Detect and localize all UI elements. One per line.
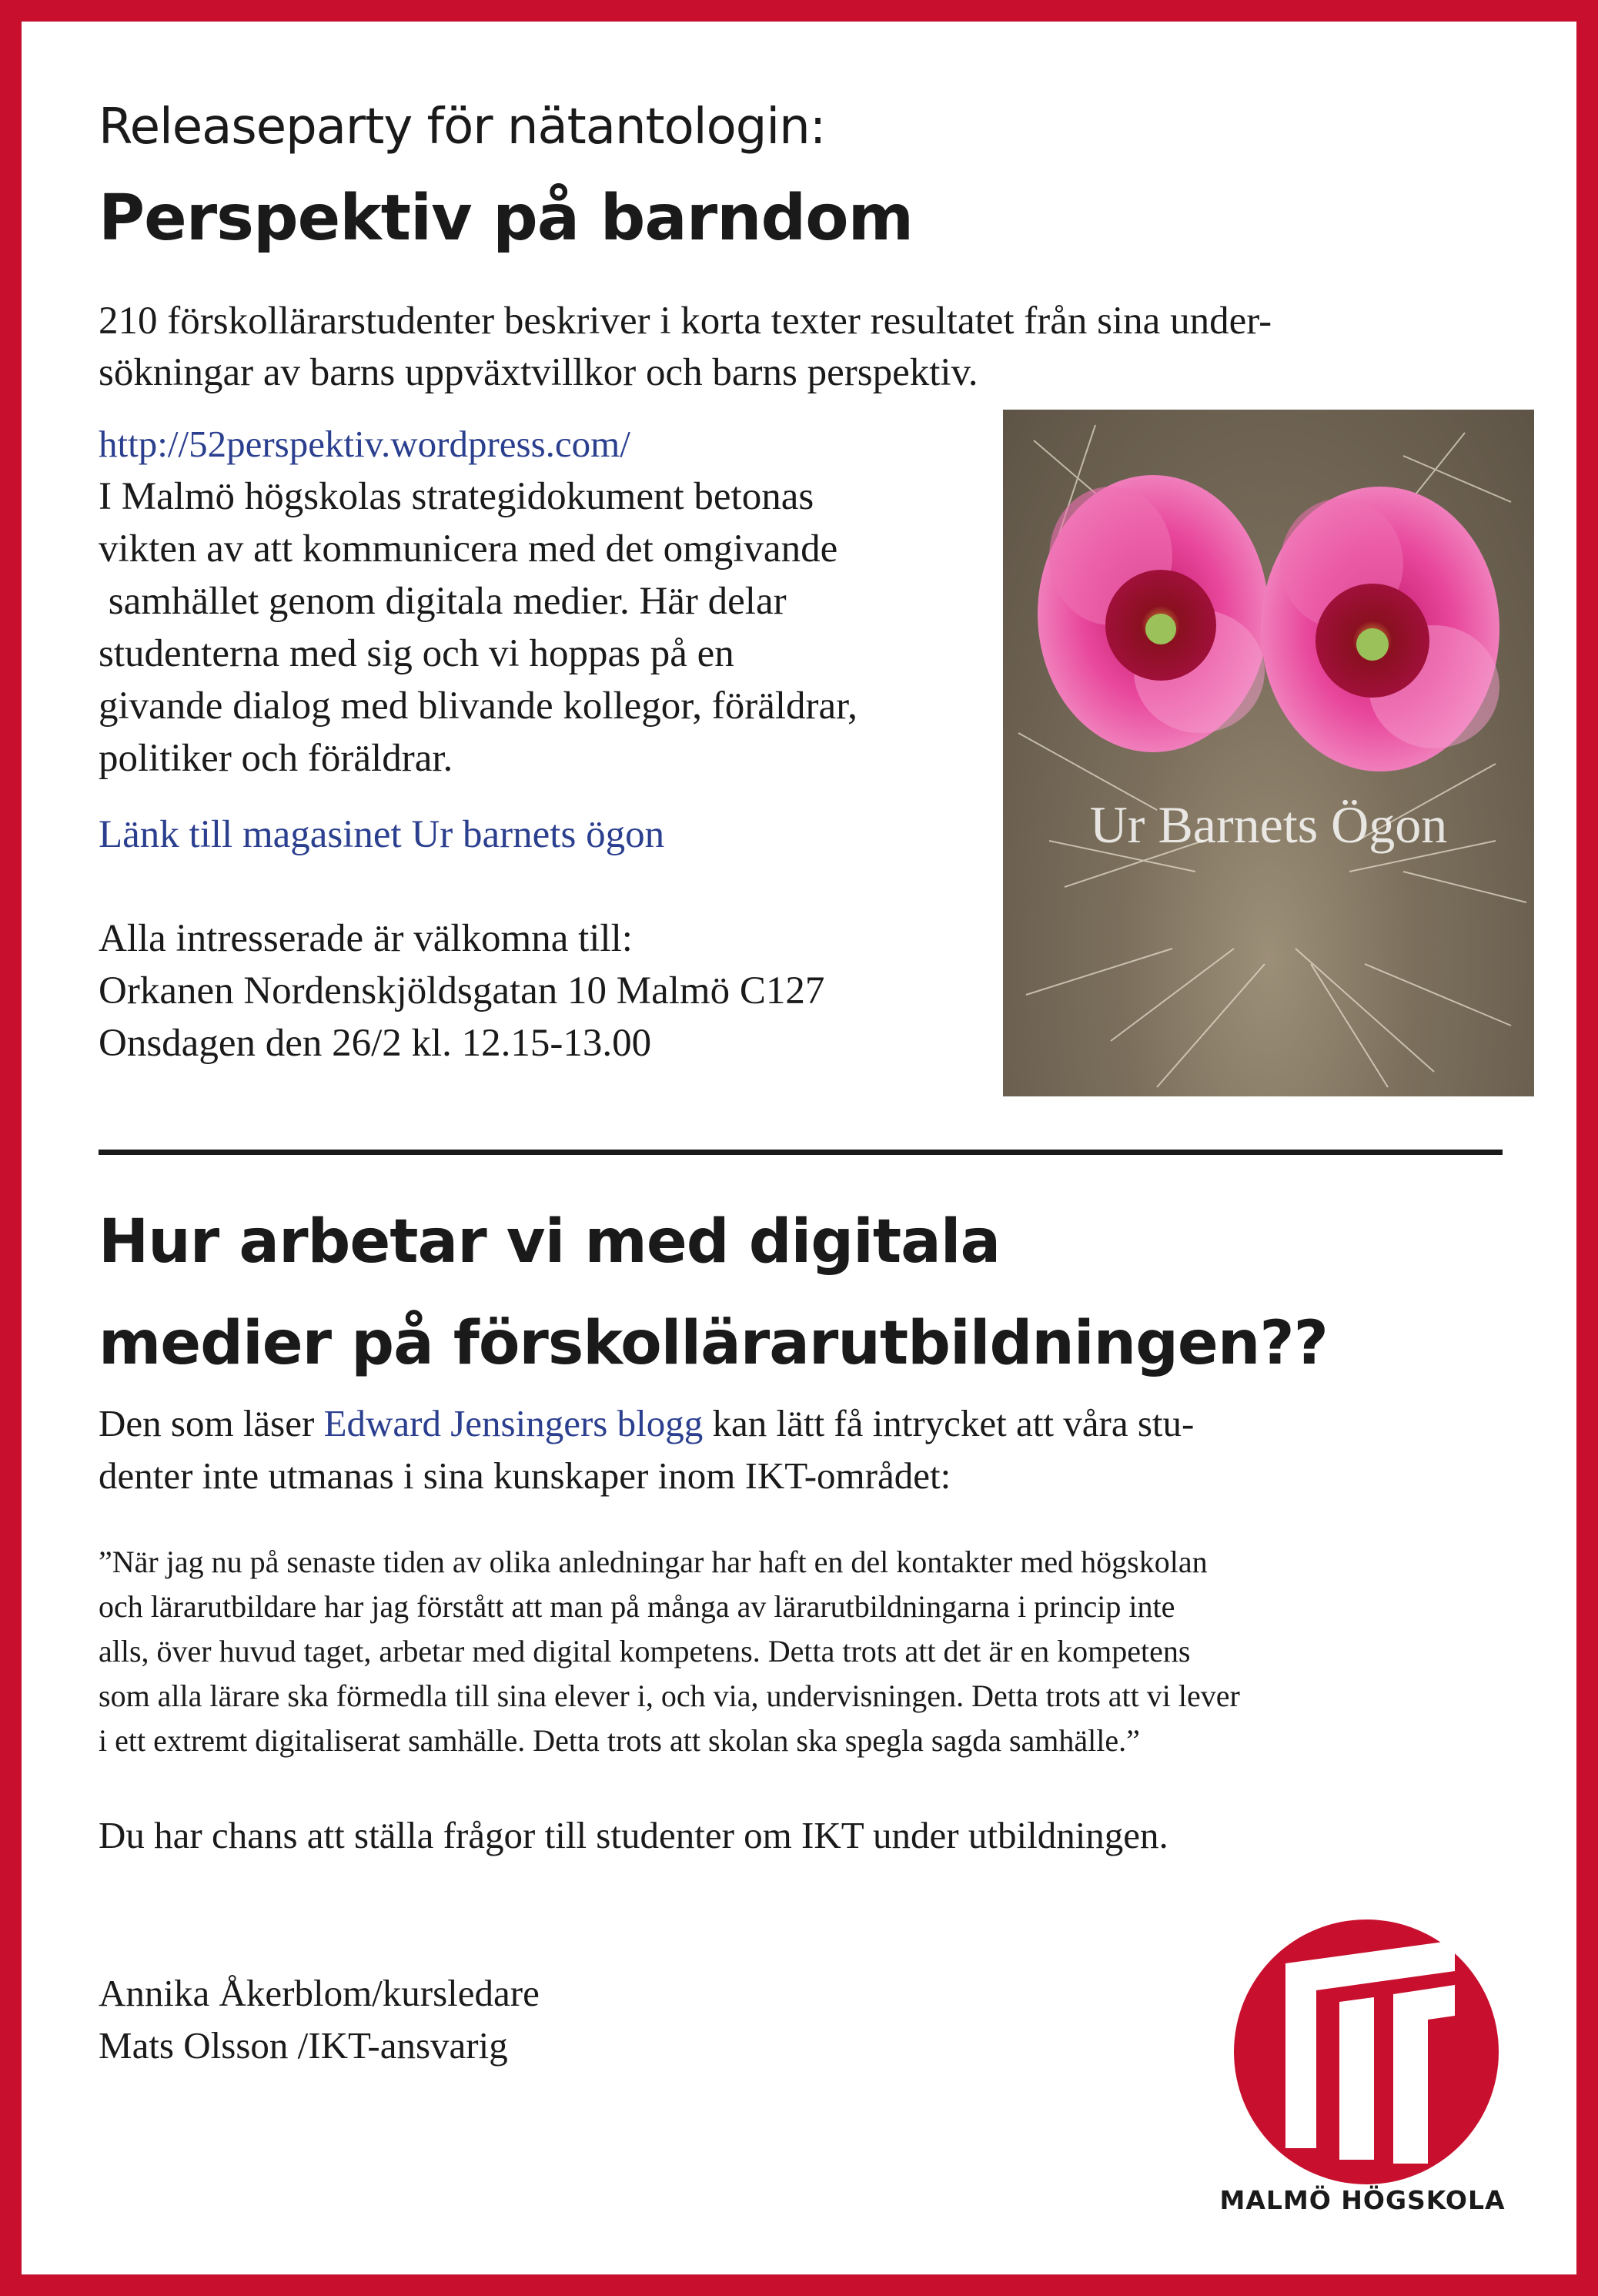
- body-text-before-link: Den som läser: [99, 1402, 324, 1444]
- logo-wordmark: MALMÖ HÖGSKOLA: [1219, 2185, 1506, 2215]
- section2-body-line-2: denter inte utmanas i sina kunskaper inom IKT-området:: [99, 1454, 951, 1497]
- quote-line-3: alls, över huvud taget, arbetar med digital kompetens. Detta trots att det är en kompetens: [99, 1634, 1191, 1668]
- invite-line-3: Onsdagen den 26/2 kl. 12.15-13.00: [99, 1022, 652, 1065]
- event-kicker: Releaseparty för nätantologin:: [99, 99, 826, 156]
- cover-title: Ur Barnets Ögon: [1089, 795, 1448, 854]
- magazine-cover-image: [1003, 410, 1534, 1096]
- intro-line-2: sökningar av barns uppväxtvillkor och barns perspektiv.: [99, 351, 978, 394]
- paragraph-line-5: givande dialog med blivande kollegor, föräldrar,: [99, 684, 858, 728]
- invite-line-1: Alla intresserade är välkomna till:: [99, 917, 633, 960]
- section2-heading-line-1: Hur arbetar vi med digitala: [99, 1207, 1001, 1277]
- quote-line-4: som alla lärare ska förmedla till sina elever i, och via, undervisningen. Detta trots att vi lever: [99, 1678, 1240, 1713]
- paragraph-line-2: vikten av att kommunicera med det omgivande: [99, 527, 838, 571]
- section2-body-line-1: [99, 1401, 1194, 1445]
- quote-line-2: och lärarutbildare har jag förstått att man på många av lärarutbildningarna i princip inte: [99, 1589, 1175, 1624]
- malmo-hogskola-logo-icon: [1232, 1917, 1501, 2187]
- anthology-url-link[interactable]: http://52perspektiv.wordpress.com/: [99, 423, 630, 465]
- cactus-flower-illustration: [1003, 410, 1534, 1096]
- quote-line-5: i ett extremt digitaliserat samhälle. Detta trots att skolan ska spegla sagda samhälle.”: [99, 1723, 1140, 1758]
- paragraph-line-4: studenterna med sig och vi hoppas på en: [99, 632, 734, 675]
- magazine-link[interactable]: Länk till magasinet Ur barnets ögon: [99, 813, 665, 856]
- blog-link[interactable]: Edward Jensingers blogg: [323, 1402, 704, 1444]
- signature-ikt-responsible: Mats Olsson /IKT-ansvarig: [99, 2024, 508, 2067]
- quote-line-1: ”När jag nu på senaste tiden av olika anledningar har haft en del kontakter med högskolan: [99, 1545, 1208, 1579]
- intro-line-1: 210 förskollärarstudenter beskriver i korta texter resultatet från sina under-: [99, 300, 1272, 343]
- body-text-after-link: kan lätt få intrycket att våra stu-: [703, 1402, 1195, 1444]
- closing-line: Du har chans att ställa frågor till studenter om IKT under utbildningen.: [99, 1814, 1168, 1856]
- paragraph-line-1: I Malmö högskolas strategidokument betonas: [99, 475, 814, 518]
- invite-line-2: Orkanen Nordenskjöldsgatan 10 Malmö C127: [99, 969, 825, 1012]
- section2-heading-line-2: medier på förskollärarutbildningen??: [99, 1309, 1328, 1378]
- paragraph-line-3: samhället genom digitala medier. Här delar: [99, 580, 787, 623]
- section-divider: [99, 1150, 1503, 1155]
- page-title: Perspektiv på barndom: [99, 182, 914, 255]
- signature-course-leader: Annika Åkerblom/kursledare: [99, 1972, 540, 2014]
- paragraph-line-6: politiker och föräldrar.: [99, 737, 453, 780]
